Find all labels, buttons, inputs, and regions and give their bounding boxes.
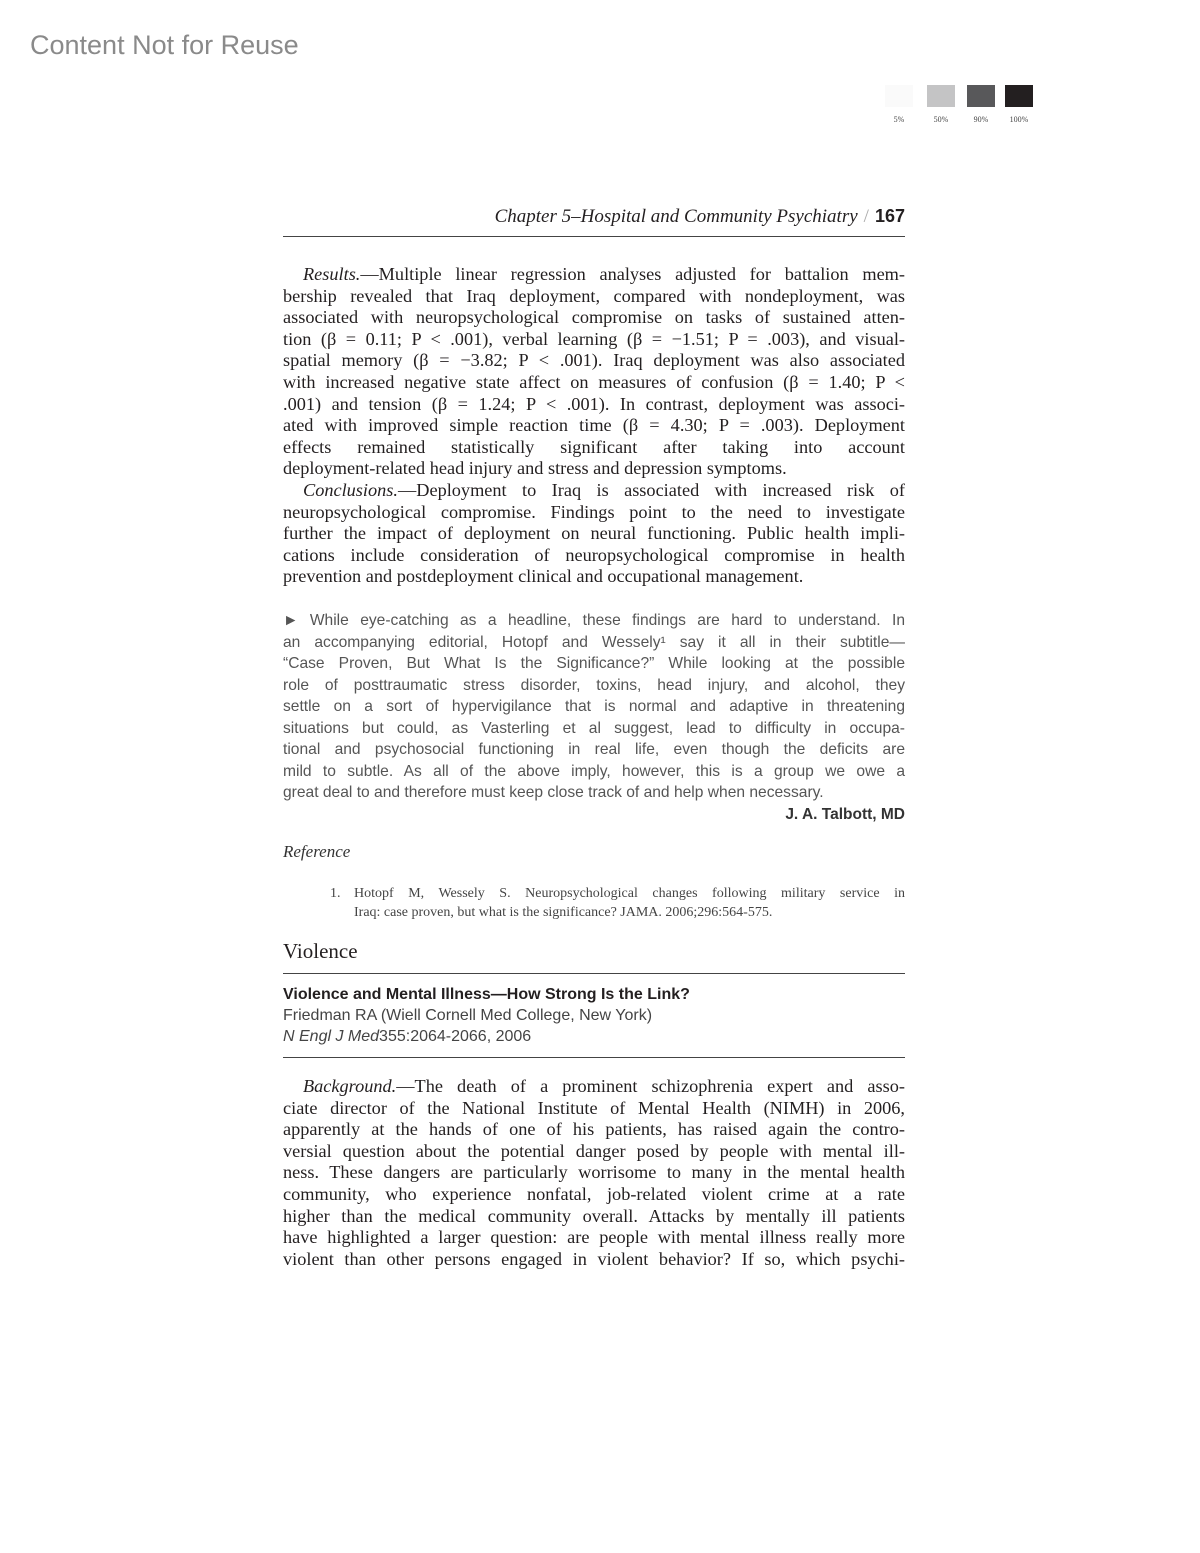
line-text: tional and psychosocial functioning in real life, even though the deficits are <box>283 741 905 758</box>
journal-citation: 355:2064-2066, 2006 <box>379 1028 532 1045</box>
text-line <box>283 1119 905 1141</box>
line-text: ciate director of the National Institute of Mental Health (NIMH) in 2006, <box>283 1097 905 1118</box>
article-authors: Friedman RA (Wiell Cornell Med College, New York) <box>283 1007 653 1024</box>
text-line <box>283 782 905 804</box>
line-text: ness. These dangers are particularly worrisome to many in the mental health <box>283 1162 905 1183</box>
text-line <box>283 1141 905 1163</box>
line-text: spatial memory (β = −3.82; P < .001). Iraq deployment was also associated <box>283 350 905 371</box>
line-text: “Case Proven, But What Is the Significance?” While looking at the possible <box>283 655 905 672</box>
text-line <box>283 329 905 351</box>
text-line <box>283 718 905 740</box>
text-line <box>283 1206 905 1228</box>
swatch-0 <box>885 85 913 107</box>
line-text: neuropsychological compromise. Findings point to the need to investigate <box>283 501 905 522</box>
background-text <box>283 1076 905 1270</box>
text-line <box>283 264 905 286</box>
text-line <box>283 653 905 675</box>
abstract-text <box>283 264 905 588</box>
running-header <box>283 206 905 228</box>
chapter-title: Chapter 5–Hospital and Community Psychiatry <box>494 206 858 227</box>
section-title: Violence <box>283 939 358 963</box>
line-text: violent than other persons engaged in violent behavior? If so, which psychi- <box>283 1248 905 1269</box>
line-text: deployment-related head injury and stress and depression symptoms. <box>283 458 787 479</box>
text-line <box>283 1076 905 1098</box>
line-text: ► While eye-catching as a headline, these findings are hard to understand. In <box>283 612 905 629</box>
header-separator: / <box>863 206 869 227</box>
line-text: —Multiple linear regression analyses adjusted for battalion mem- <box>360 264 905 284</box>
commentary-signature: J. A. Talbott, MD <box>785 806 905 823</box>
text-line <box>283 372 905 394</box>
line-text: with increased negative state affect on measures of confusion (β = 1.40; P < <box>283 371 905 392</box>
line-text: an accompanying editorial, Hotopf and Wessely¹ say it all in their subtitle— <box>283 633 905 651</box>
line-text: role of posttraumatic stress disorder, toxins, head injury, and alcohol, they <box>283 676 905 694</box>
line-text: .001) and tension (β = 1.24; P < .001). In contrast, deployment was associ- <box>283 393 905 414</box>
text-line <box>283 1249 905 1271</box>
line-text: community, who experience nonfatal, job-related violent crime at a rate <box>283 1183 905 1204</box>
swatch-label: 5% <box>893 115 905 124</box>
text-line <box>283 480 905 502</box>
text-line <box>283 415 905 437</box>
text-line <box>283 1162 905 1184</box>
line-text: tion (β = 0.11; P < .001), verbal learning (β = −1.51; P = .003), and visual- <box>283 328 905 349</box>
text-line <box>283 696 905 718</box>
line-text: mild to subtle. As all of the above imply, however, this is a group we owe a <box>283 762 905 780</box>
line-text: situations but could, as Vasterling et al suggest, lead to difficulty in occupa- <box>283 719 905 737</box>
article-citation <box>283 984 690 1047</box>
line-text: further the impact of deployment on neural functioning. Public health impli- <box>283 523 905 544</box>
page-number: 167 <box>874 206 905 226</box>
article-title: Violence and Mental Illness—How Strong Is the Link? <box>283 986 690 1003</box>
line-text: great deal to and therefore must keep close track of and help when necessary. <box>283 784 824 801</box>
paragraph-lead: Background. <box>303 1076 397 1096</box>
text-line <box>283 632 905 654</box>
swatch-label: 90% <box>973 115 989 124</box>
line-text: effects remained statistically significant after taking into account <box>283 436 905 457</box>
text-line <box>283 458 905 480</box>
header-rule <box>283 236 905 237</box>
journal-name: N Engl J Med <box>283 1028 380 1045</box>
line-text: have highlighted a larger question: are people with mental illness really more <box>283 1227 905 1248</box>
reference-item <box>330 884 905 922</box>
text-line <box>283 675 905 697</box>
text-line <box>283 566 905 588</box>
paragraph-lead: Results. <box>303 264 361 284</box>
text-line <box>283 1184 905 1206</box>
reference-line: Iraq: case proven, but what is the significance? JAMA. 2006;296:564-575. <box>354 905 773 920</box>
line-text: —The death of a prominent schizophrenia expert and asso- <box>396 1076 905 1096</box>
text-line <box>283 523 905 545</box>
swatch-label: 100% <box>1009 115 1029 124</box>
text-line <box>283 307 905 329</box>
reference-line: Hotopf M, Wessely S. Neuropsychological changes following military service in <box>354 886 905 901</box>
text-line <box>283 610 905 632</box>
line-text: —Deployment to Iraq is associated with increased risk of <box>397 479 905 500</box>
line-text: versial question about the potential danger posed by people with mental ill- <box>283 1140 905 1161</box>
text-line <box>283 1227 905 1249</box>
line-text: settle on a sort of hypervigilance that is normal and adaptive in threatening <box>283 698 905 715</box>
line-text: apparently at the hands of one of his patients, has raised again the contro- <box>283 1119 905 1140</box>
swatch-label: 50% <box>933 115 949 124</box>
reference-number: 1. <box>330 886 341 901</box>
text-line <box>283 350 905 372</box>
text-line <box>283 1098 905 1120</box>
line-text: prevention and postdeployment clinical and occupational management. <box>283 566 804 587</box>
text-line <box>283 437 905 459</box>
line-text: cations include consideration of neuropsychological compromise in health <box>283 544 905 565</box>
text-line <box>283 545 905 567</box>
text-line <box>283 286 905 308</box>
paragraph-lead: Conclusions. <box>303 479 398 500</box>
text-line <box>283 502 905 524</box>
article-rule <box>283 1057 905 1058</box>
line-text: bership revealed that Iraq deployment, compared with nondeployment, was <box>283 285 905 306</box>
reference-heading: Reference <box>283 842 351 861</box>
swatch-2 <box>967 85 995 107</box>
section-rule <box>283 973 905 974</box>
line-text: higher than the medical community overall. Attacks by mentally ill patients <box>283 1205 905 1226</box>
line-text: ated with improved simple reaction time (β = 4.30; P = .003). Deployment <box>283 415 905 436</box>
swatch-3 <box>1005 85 1033 107</box>
swatch-1 <box>927 85 955 107</box>
text-line <box>283 739 905 761</box>
watermark: Content Not for Reuse <box>30 30 299 60</box>
commentary-text <box>283 610 905 804</box>
text-line <box>283 761 905 783</box>
line-text: associated with neuropsychological compromise on tasks of sustained atten- <box>283 307 905 328</box>
text-line <box>283 394 905 416</box>
